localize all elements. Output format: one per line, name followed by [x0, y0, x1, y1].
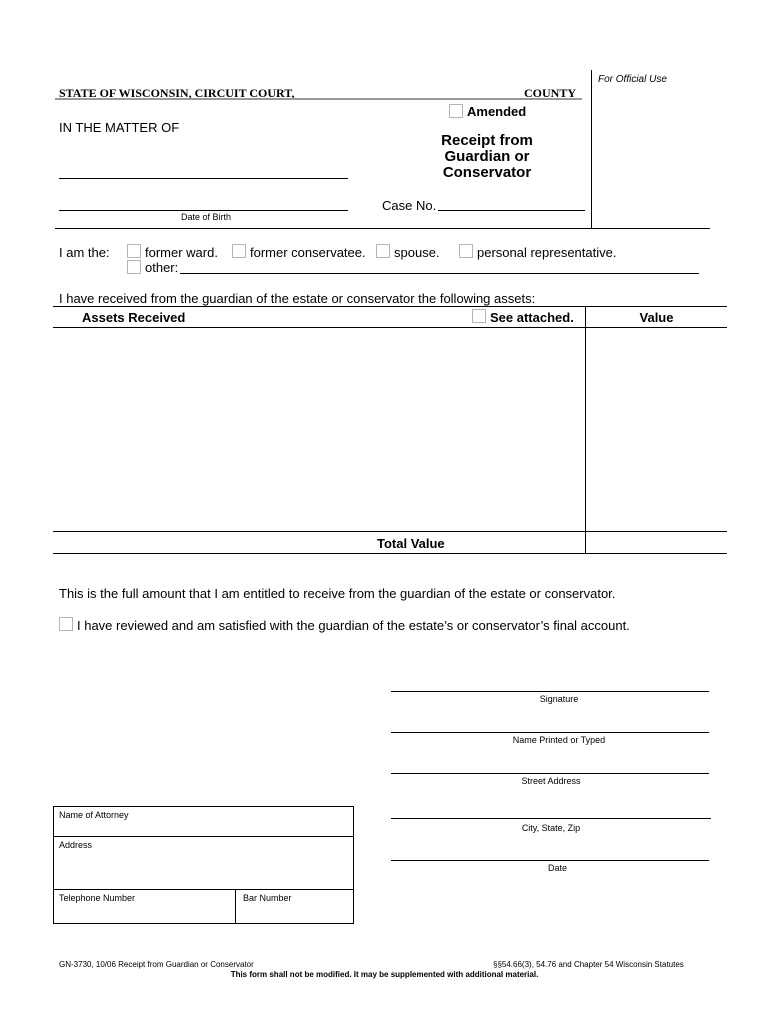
title-line-3: Conservator [442, 164, 532, 181]
amended-checkbox[interactable] [449, 104, 463, 118]
attorney-address-box[interactable] [53, 836, 354, 890]
official-use-divider [591, 70, 592, 228]
reviewed-statement: I have reviewed and am satisfied with the guardian of the estate’s or conservator’s final account. [77, 618, 630, 633]
former-conservatee-label: former conservatee. [250, 245, 366, 260]
amended-label: Amended [467, 104, 527, 119]
matter-name-line[interactable] [59, 178, 348, 179]
other-label: other: [145, 260, 179, 275]
other-checkbox[interactable] [127, 260, 141, 274]
title-line-2: Guardian or [444, 148, 530, 165]
attorney-name-box[interactable] [53, 806, 354, 837]
full-amount-statement: This is the full amount that I am entitled to receive from the guardian of the estate or conservator. [59, 586, 616, 601]
city-line[interactable] [391, 818, 711, 819]
attorney-address-label: Address [59, 840, 93, 850]
official-use-label: For Official Use [598, 74, 667, 85]
footer-statutes: §§54.66(3), 54.76 and Chapter 54 Wisconsin Statutes [493, 960, 684, 969]
values-list-area[interactable] [586, 328, 727, 531]
court-heading: STATE OF WISCONSIN, CIRCUIT COURT, [59, 86, 295, 100]
iam-label: I am the: [59, 245, 110, 260]
attorney-bar-box[interactable] [235, 889, 354, 924]
case-no-line[interactable] [438, 210, 585, 211]
total-bottom-rule [53, 553, 727, 554]
street-label: Street Address [521, 776, 581, 786]
name-label: Name Printed or Typed [512, 735, 606, 745]
dob-line[interactable] [59, 210, 348, 211]
date-label: Date [547, 863, 567, 873]
assets-intro: I have received from the guardian of the estate or conservator the following assets: [59, 291, 536, 306]
matter-label: IN THE MATTER OF [59, 120, 180, 135]
former-conservatee-checkbox[interactable] [232, 244, 246, 258]
spouse-checkbox[interactable] [376, 244, 390, 258]
reviewed-checkbox[interactable] [59, 617, 73, 631]
personal-representative-label: personal representative. [477, 245, 617, 260]
city-label: City, State, Zip [521, 823, 581, 833]
see-attached-checkbox[interactable] [472, 309, 486, 323]
total-value-label: Total Value [377, 536, 445, 551]
county-label: COUNTY [524, 86, 577, 100]
attorney-phone-label: Telephone Number [59, 893, 136, 903]
assets-col-header: Assets Received [82, 310, 186, 325]
total-value-field[interactable] [586, 532, 727, 552]
attorney-name-label: Name of Attorney [59, 810, 129, 820]
see-attached-label: See attached. [490, 310, 574, 325]
street-line[interactable] [391, 773, 709, 774]
other-line[interactable] [180, 273, 699, 274]
assets-top-rule [53, 306, 727, 307]
former-ward-checkbox[interactable] [127, 244, 141, 258]
spouse-label: spouse. [394, 245, 440, 260]
dob-label: Date of Birth [181, 212, 232, 222]
assets-list-area[interactable] [53, 328, 584, 531]
attorney-bar-label: Bar Number [243, 893, 292, 903]
header-bottom-rule [55, 228, 710, 229]
case-no-label: Case No. [382, 198, 437, 213]
form-title [400, 133, 574, 181]
court-underline [55, 98, 582, 100]
footer-notice: This form shall not be modified. It may be supplemented with additional material. [230, 970, 539, 979]
signature-line[interactable] [391, 691, 709, 692]
personal-representative-checkbox[interactable] [459, 244, 473, 258]
date-line[interactable] [391, 860, 709, 861]
former-ward-label: former ward. [145, 245, 218, 260]
attorney-phone-box[interactable] [53, 889, 236, 924]
name-line[interactable] [391, 732, 709, 733]
title-line-1: Receipt from [441, 132, 533, 149]
value-col-header: Value [639, 310, 674, 325]
footer-form-id: GN-3730, 10/06 Receipt from Guardian or Conservator [59, 960, 254, 969]
signature-label: Signature [539, 694, 579, 704]
